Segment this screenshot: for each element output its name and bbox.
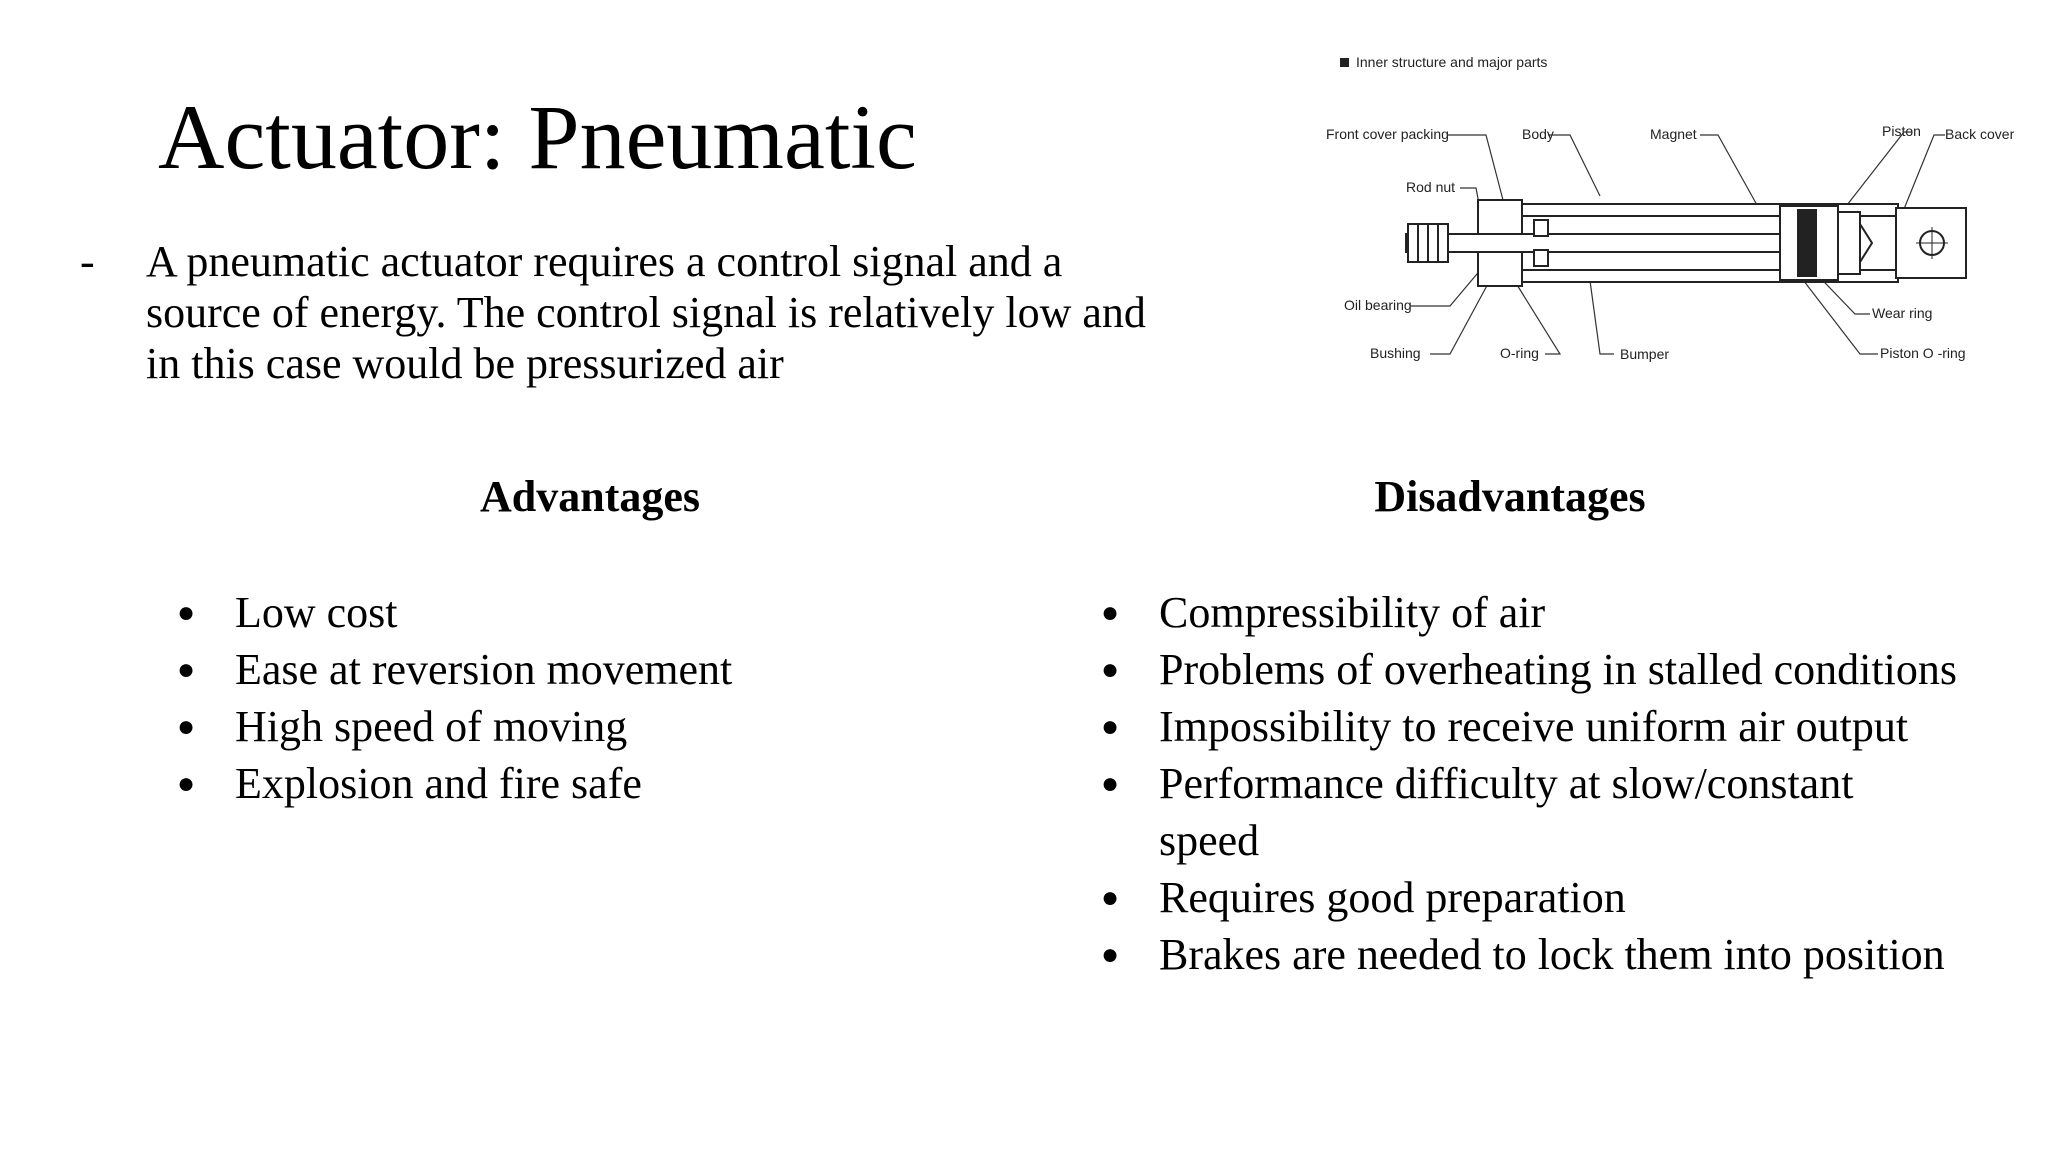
disadvantages-list <box>1101 584 1961 983</box>
label-body: Body <box>1522 126 1554 142</box>
label-front-cover-packing: Front cover packing <box>1326 126 1449 142</box>
label-oil-bearing: Oil bearing <box>1344 297 1412 313</box>
intro-bullet: - <box>80 237 95 286</box>
advantages-heading: Advantages <box>479 472 701 521</box>
list-item: ● Brakes are needed to lock them into position <box>1101 926 1961 983</box>
label-o-ring: O-ring <box>1500 345 1539 361</box>
list-item: ● Problems of overheating in stalled conditions <box>1101 641 1961 698</box>
list-item: ● Compressibility of air <box>1101 584 1961 641</box>
label-piston: Piston <box>1882 123 1921 139</box>
label-rod-nut: Rod nut <box>1406 179 1456 195</box>
list-item: ● Explosion and fire safe <box>177 755 877 812</box>
label-piston-o-ring: Piston O -ring <box>1880 345 1966 361</box>
slide-title: Actuator: Pneumatic <box>158 86 917 188</box>
advantages-list <box>177 584 877 812</box>
cylinder-drawing <box>1406 200 1966 286</box>
label-magnet: Magnet <box>1650 126 1697 142</box>
label-bushing: Bushing <box>1370 345 1421 361</box>
label-back-cover: Back cover <box>1945 126 2015 142</box>
heading-square-icon <box>1340 58 1349 67</box>
cylinder-diagram <box>1300 44 2030 384</box>
cylinder-diagram-svg <box>1300 44 2030 384</box>
disadvantages-heading: Disadvantages <box>1374 472 1646 521</box>
label-wear-ring: Wear ring <box>1872 305 1933 321</box>
figure-heading: Inner structure and major parts <box>1356 54 1548 70</box>
list-item: ● High speed of moving <box>177 698 877 755</box>
list-item: ● Low cost <box>177 584 877 641</box>
intro-text: A pneumatic actuator requires a control signal and a source of energy. The control signal is relatively low and in this case would be pressurized air <box>146 237 1146 388</box>
label-bumper: Bumper <box>1620 346 1670 362</box>
list-item: ● Performance difficulty at slow/constant speed <box>1101 755 1961 869</box>
list-item: ● Ease at reversion movement <box>177 641 877 698</box>
list-item: ● Impossibility to receive uniform air output <box>1101 698 1961 755</box>
list-item: ● Requires good preparation <box>1101 869 1961 926</box>
